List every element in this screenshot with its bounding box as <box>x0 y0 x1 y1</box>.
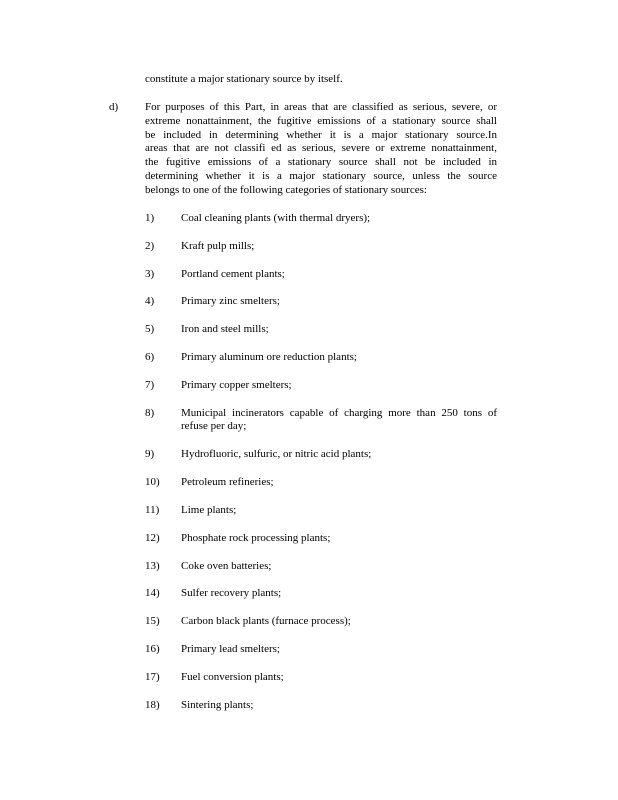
list-item <box>145 323 505 351</box>
item-number: 15) <box>145 615 160 628</box>
list-item <box>145 615 505 643</box>
list-item <box>145 212 505 240</box>
list-item <box>145 643 505 671</box>
paragraph-line: determining whether it is a major stationary source, unless the source <box>145 169 497 182</box>
paragraph-text <box>145 101 497 198</box>
item-text: Primary aluminum ore reduction plants; <box>181 350 357 363</box>
item-text: Primary lead smelters; <box>181 642 280 655</box>
item-number: 4) <box>145 295 155 308</box>
item-text: Primary copper smelters; <box>181 378 292 391</box>
list-item <box>145 532 505 560</box>
continuation-text: constitute a major stationary source by itself. <box>145 73 343 85</box>
list-item <box>145 379 505 407</box>
item-number: 9) <box>145 448 155 461</box>
list-item <box>145 351 505 379</box>
list-item <box>145 448 505 476</box>
item-text: Lime plants; <box>181 503 237 516</box>
list-item <box>145 560 505 588</box>
item-text: Coal cleaning plants (with thermal dryers); <box>181 212 371 224</box>
item-text <box>181 407 497 435</box>
paragraph-line: belongs to one of the following categories of stationary sources: <box>145 183 427 196</box>
item-number: 14) <box>145 587 160 600</box>
paragraph-line: areas that are not classifi ed as serious, severe or extreme nonattainment, <box>145 142 497 155</box>
item-number: 1) <box>145 212 155 224</box>
item-number: 2) <box>145 239 155 252</box>
item-number: 18) <box>145 698 160 711</box>
item-number: 12) <box>145 531 160 544</box>
item-text: Petroleum refineries; <box>181 476 274 489</box>
item-number: 3) <box>145 267 155 280</box>
paragraph-label: d) <box>109 101 119 113</box>
item-number: 7) <box>145 378 155 391</box>
item-number: 13) <box>145 559 160 572</box>
item-text: Hydrofluoric, sulfuric, or nitric acid plants; <box>181 448 372 461</box>
item-number: 17) <box>145 670 160 683</box>
item-number: 11) <box>145 503 160 516</box>
item-text: Kraft pulp mills; <box>181 239 255 252</box>
list-item <box>145 240 505 268</box>
paragraph-line: the fugitive emissions of a stationary source shall not be included in <box>145 156 497 169</box>
item-text-line: refuse per day; <box>181 420 247 433</box>
item-number: 5) <box>145 323 155 336</box>
item-text: Fuel conversion plants; <box>181 670 284 683</box>
list-item <box>145 407 505 449</box>
list-item <box>145 476 505 504</box>
list-item <box>145 699 505 727</box>
paragraph-line: be included in determining whether it is a major stationary source.In <box>145 128 497 141</box>
item-text: Sintering plants; <box>181 698 254 711</box>
category-list <box>145 212 505 726</box>
list-item <box>145 587 505 615</box>
item-number: 8) <box>145 406 155 419</box>
list-item <box>145 504 505 532</box>
item-text: Carbon black plants (furnace process); <box>181 615 351 628</box>
list-item <box>145 268 505 296</box>
item-text: Primary zinc smelters; <box>181 295 280 308</box>
item-text: Phosphate rock processing plants; <box>181 531 331 544</box>
list-item <box>145 295 505 323</box>
list-item <box>145 671 505 699</box>
item-number: 10) <box>145 476 160 489</box>
item-text: Coke oven batteries; <box>181 559 272 572</box>
item-text: Sulfer recovery plants; <box>181 587 282 600</box>
item-text: Iron and steel mills; <box>181 323 269 336</box>
paragraph-line: For purposes of this Part, in areas that are classified as serious, severe, or <box>145 101 497 113</box>
item-text-line: Municipal incinerators capable of charging more than 250 tons of <box>181 406 497 419</box>
paragraph-line: extreme nonattainment, the fugitive emissions of a stationary source shall <box>145 114 497 127</box>
item-number: 6) <box>145 350 155 363</box>
item-text: Portland cement plants; <box>181 267 285 280</box>
item-number: 16) <box>145 642 160 655</box>
